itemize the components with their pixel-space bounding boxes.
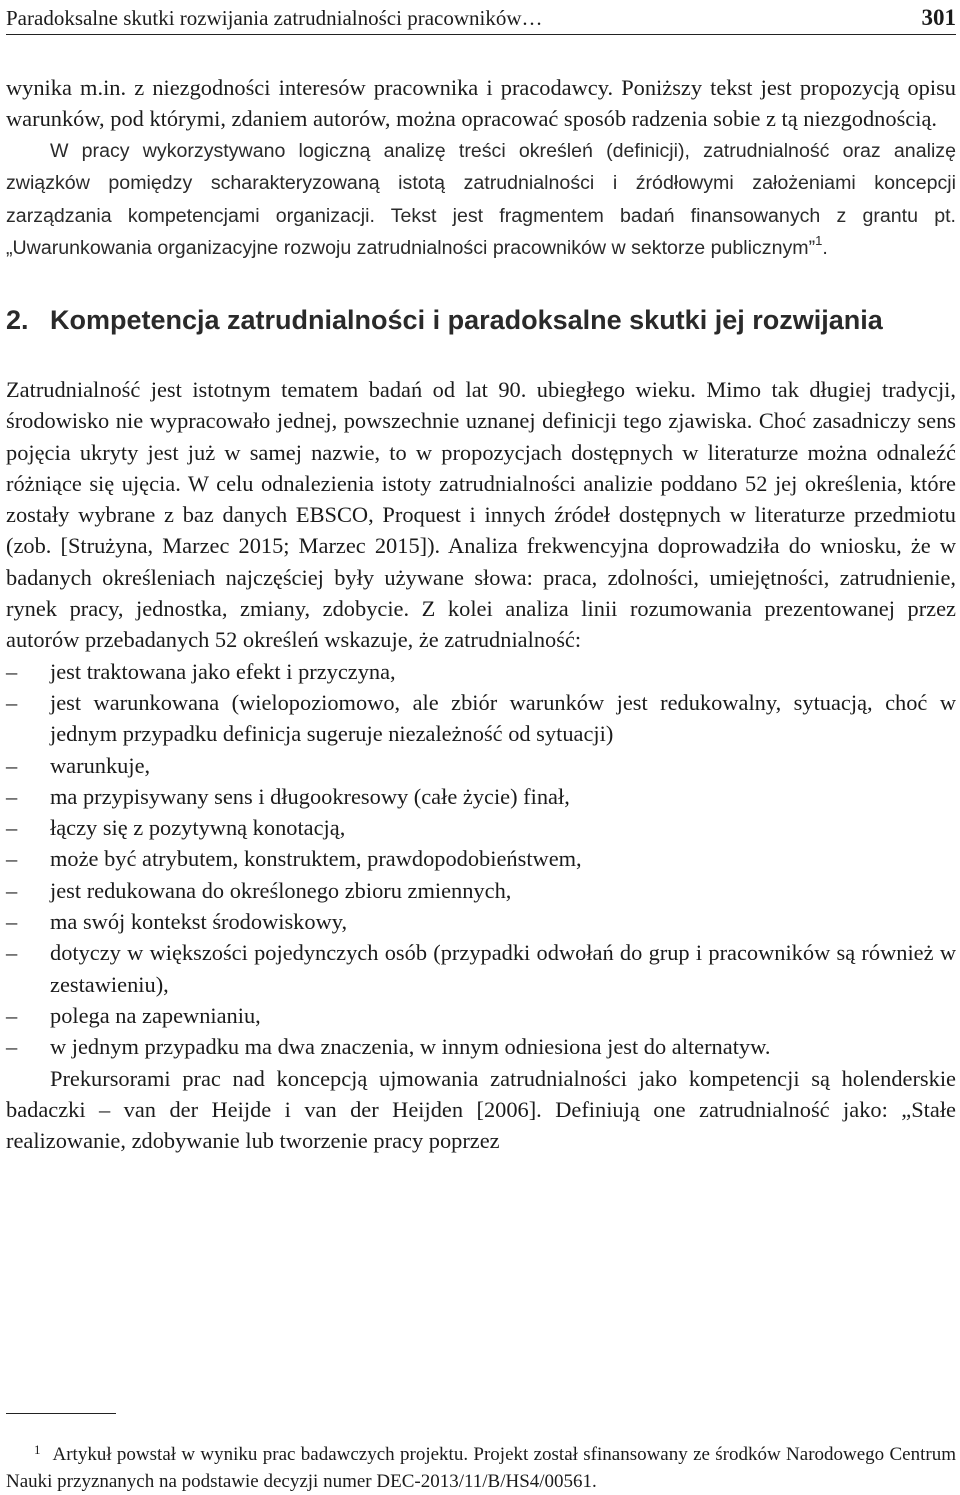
list-item	[6, 812, 956, 843]
list-dash: –	[6, 752, 18, 778]
list-item	[6, 687, 956, 750]
list-dash: –	[6, 1034, 18, 1060]
footnote: 1 Artykuł powstał w wyniku prac badawczych projektu. Projekt został sfinansowany ze środków Narodowego Centrum Nauki przyznanych na podstawie decyzji numer DEC-2013/11/B/HS4/00561.	[6, 1442, 956, 1492]
list-item	[6, 843, 956, 874]
section-title: Kompetencja zatrudnialności i paradoksalne skutki jej rozwijania	[50, 304, 883, 335]
footnote-separator	[6, 1413, 116, 1414]
body-text	[6, 72, 956, 1156]
list-item-text: polega na zapewnianiu,	[50, 1002, 261, 1028]
intro-grant-text: Tekst jest fragmentem badań finansowanych z grantu pt. „Uwarunkowania organizacyjne rozwoju zatrudnialności pracowników w sektorze publicznym”	[6, 204, 956, 260]
footnote-text: Artykuł powstał w wyniku prac badawczych projektu. Projekt został sfinansowany ze środków Narodowego Centrum Nauki przyznanych na podstawie decyzji numer DEC-2013/11/B/HS4/00561.	[6, 1444, 956, 1492]
body-paragraph-1: Zatrudnialność jest istotnym tematem badań od lat 90. ubiegłego wieku. Mimo tak długiej tradycji, środowisko nie wypracowało jednej, powszechnie uznanej definicji tego zjawiska. Choć zasadniczy sens pojęcia ukryty jest już w samej nazwie, to w propozycjach dostępnych w literaturze można odnaleźć różniące się ujęcia. W celu odnalezienia istoty zatrudnialności analizie poddano 52 jej określenia, które zostały wybrane z baz danych EBSCO, Proquest i innych źródeł dostępnych w literaturze przedmiotu (zob. [Strużyna, Marzec 2015; Marzec 2015]). Analiza frekwencyjna doprowadziła do wniosku, że w badanych określeniach najczęściej były używane słowa: praca, zdolności, umiejętności, zatrudnienie, rynek pracy, jednostka, zmiany, zdobycie. Z kolei analiza linii rozumowania prezentowanej przez autorów przebadanych 52 określeń wskazuje, że zatrudnialność:	[6, 376, 956, 653]
list-item-text: jest traktowana jako efekt i przyczyna,	[50, 658, 396, 684]
section-heading	[6, 300, 956, 340]
intro-continuation-paragraph: wynika m.in. z niezgodności interesów pracownika i pracodawcy. Poniższy tekst jest propozycją opisu warunków, pod którymi, zdaniem autorów, można opracować sposób radzenia sobie z tą niezgodnością.	[6, 75, 956, 132]
list-item-text: łączy się z pozytywną konotacją,	[50, 815, 346, 841]
list-item	[6, 906, 956, 937]
list-item-text: może być atrybutem, konstruktem, prawdopodobieństwem,	[50, 846, 582, 872]
list-item-text: ma swój kontekst środowiskowy,	[50, 909, 348, 935]
list-item	[6, 937, 956, 1000]
footnote-reference[interactable]: 1	[815, 233, 823, 249]
list-item-text: warunkuje,	[50, 752, 151, 778]
list-item	[6, 1031, 956, 1062]
body-paragraph-2: Prekursorami prac nad koncepcją ujmowania zatrudnialności jako kompetencji są holenderskie badaczki – van der Heijde i van der Heijden [2006]. Definiują one zatrudnialność jako: „Stałe realizowanie, zdobywanie lub tworzenie pracy poprzez	[6, 1065, 956, 1154]
list-item	[6, 750, 956, 781]
intro-grant-end: .	[822, 237, 828, 260]
list-item	[6, 1000, 956, 1031]
list-dash: –	[6, 783, 18, 809]
list-item-text: w jednym przypadku ma dwa znaczenia, w innym odniesiona jest do alternatyw.	[50, 1034, 771, 1060]
list-dash: –	[6, 877, 18, 903]
list-dash: –	[6, 846, 18, 872]
list-dash: –	[6, 1002, 18, 1028]
list-dash: –	[6, 815, 18, 841]
page-number: 301	[921, 5, 956, 30]
list-dash: –	[6, 658, 18, 684]
list-item-text: dotyczy w większości pojedynczych osób (przypadki odwołań do grup i pracowników są również w zestawieniu),	[50, 940, 956, 997]
list-dash: –	[6, 909, 18, 935]
list-item-text: jest redukowana do określonego zbioru zmiennych,	[50, 877, 512, 903]
list-dash: –	[6, 940, 18, 966]
list-dash: –	[6, 689, 18, 715]
list-item-text: ma przypisywany sens i długookresowy (całe życie) finał,	[50, 783, 570, 809]
intro-method-text: W pracy wykorzystywano logiczną analizę treści określeń (definicji), zatrudnialność oraz analizę związków pomiędzy scharakteryzowaną istotą zatrudnialności i źródłowymi założeniami koncepcji zarządzania kompetencjami organizacji.	[6, 139, 956, 227]
running-head-title: Paradoksalne skutki rozwijania zatrudnialności pracowników…	[6, 6, 543, 30]
running-head	[6, 4, 956, 35]
list-item	[6, 656, 956, 687]
list-item-text: jest warunkowana (wielopoziomowo, ale zbiór warunków jest redukowalny, sytuacją, choć w jednym przypadku definicja sugeruje niezależność od sytuacji)	[50, 689, 956, 747]
section-number: 2.	[6, 304, 29, 335]
list-item	[6, 781, 956, 812]
intro-method-paragraph	[6, 135, 956, 265]
dash-list	[6, 656, 956, 1063]
list-item	[6, 875, 956, 906]
